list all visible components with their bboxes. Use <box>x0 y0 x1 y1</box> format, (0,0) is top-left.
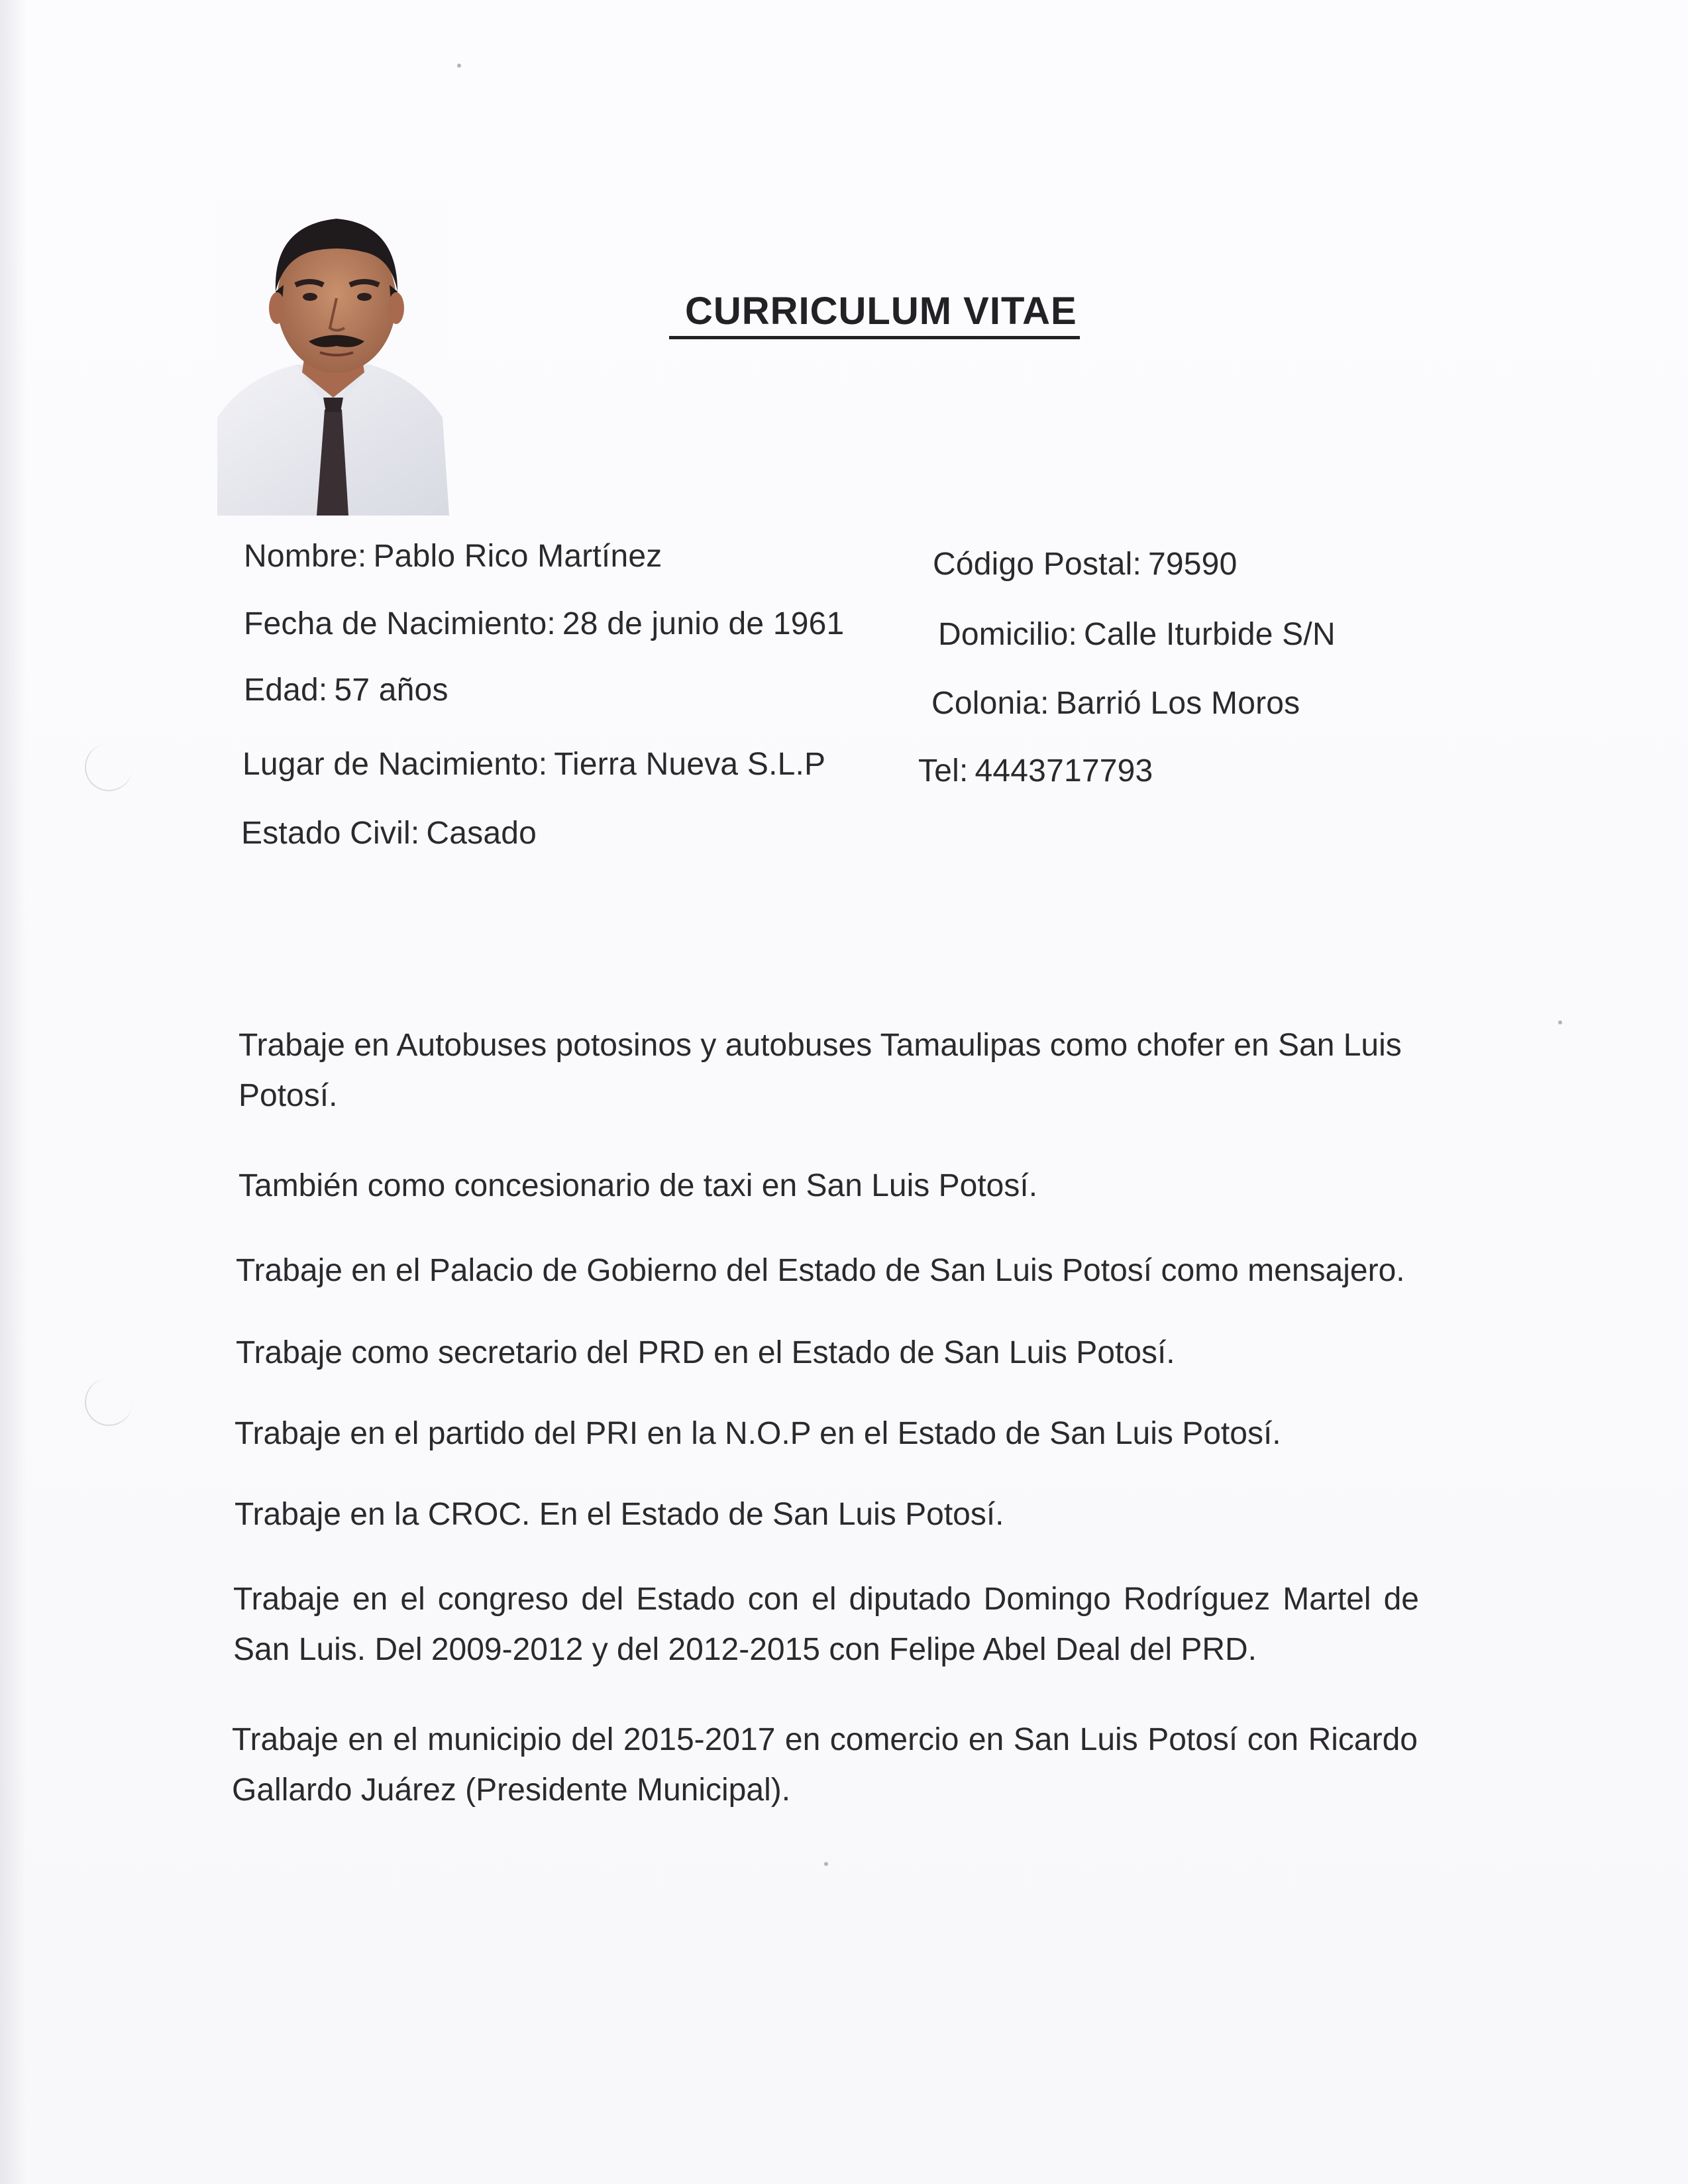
field-label: Tel: <box>918 753 969 789</box>
field-value: 57 años <box>334 673 448 708</box>
punch-hole-mark <box>85 1378 132 1426</box>
field-label: Nombre: <box>244 539 367 574</box>
field-value: Tierra Nueva S.L.P <box>554 747 826 782</box>
field-label: Fecha de Nacimiento: <box>244 606 556 641</box>
field-label: Edad: <box>244 673 328 708</box>
field-codigo-postal <box>933 546 1237 582</box>
field-lugar-nacimiento <box>242 746 825 783</box>
scan-speck <box>457 64 461 68</box>
field-value: 79590 <box>1148 547 1238 582</box>
field-value: 28 de junio de 1961 <box>562 606 845 641</box>
field-telefono <box>918 753 1153 789</box>
experience-item-croc: Trabaje en la CROC. En el Estado de San Luis Potosí. <box>235 1497 1004 1532</box>
field-label: Estado Civil: <box>241 816 420 851</box>
field-edad <box>244 672 448 708</box>
field-value: Barrió Los Moros <box>1055 686 1300 721</box>
scan-speck <box>824 1862 828 1866</box>
scan-speck <box>1558 1020 1562 1024</box>
field-label: Código Postal: <box>933 547 1141 582</box>
experience-item-autobuses: Trabaje en Autobuses potosinos y autobuses Tamaulipas como chofer en San Luis Potosí. <box>238 1028 1402 1113</box>
field-value: Pablo Rico Martínez <box>373 539 662 574</box>
experience-item-municipio: Trabaje en el municipio del 2015-2017 en comercio en San Luis Potosí con Ricardo Gallardo Juárez (Presidente Municipal). <box>232 1722 1418 1808</box>
page-title: CURRICULUM VITAE <box>669 289 1080 339</box>
portrait-photo-drawing <box>217 199 449 516</box>
experience-item-palacio-gobierno: Trabaje en el Palacio de Gobierno del Estado de San Luis Potosí como mensajero. <box>236 1253 1405 1288</box>
field-estado-civil <box>241 815 537 851</box>
field-label: Colonia: <box>931 686 1049 721</box>
field-value: 4443717793 <box>975 753 1153 789</box>
punch-hole-mark <box>85 743 132 791</box>
experience-item-congreso: Trabaje en el congreso del Estado con el diputado Domingo Rodríguez Martel de San Luis. Del 2009-2012 y del 2012-2015 con Felipe Abel Deal del PRD. <box>233 1582 1419 1667</box>
field-colonia <box>931 685 1300 722</box>
field-label: Lugar de Nacimiento: <box>242 747 548 782</box>
field-value: Calle Iturbide S/N <box>1084 617 1336 652</box>
field-nombre <box>244 538 662 574</box>
field-domicilio <box>938 616 1336 653</box>
field-value: Casado <box>426 816 537 851</box>
scan-edge-shadow <box>0 0 26 2184</box>
experience-item-prd: Trabaje como secretario del PRD en el Estado de San Luis Potosí. <box>236 1335 1175 1370</box>
experience-item-taxi: También como concesionario de taxi en San Luis Potosí. <box>238 1168 1038 1203</box>
portrait-photo <box>217 199 449 516</box>
field-label: Domicilio: <box>938 617 1078 652</box>
experience-item-pri: Trabaje en el partido del PRI en la N.O.P en el Estado de San Luis Potosí. <box>235 1416 1281 1451</box>
field-fecha-nacimiento <box>244 606 844 642</box>
